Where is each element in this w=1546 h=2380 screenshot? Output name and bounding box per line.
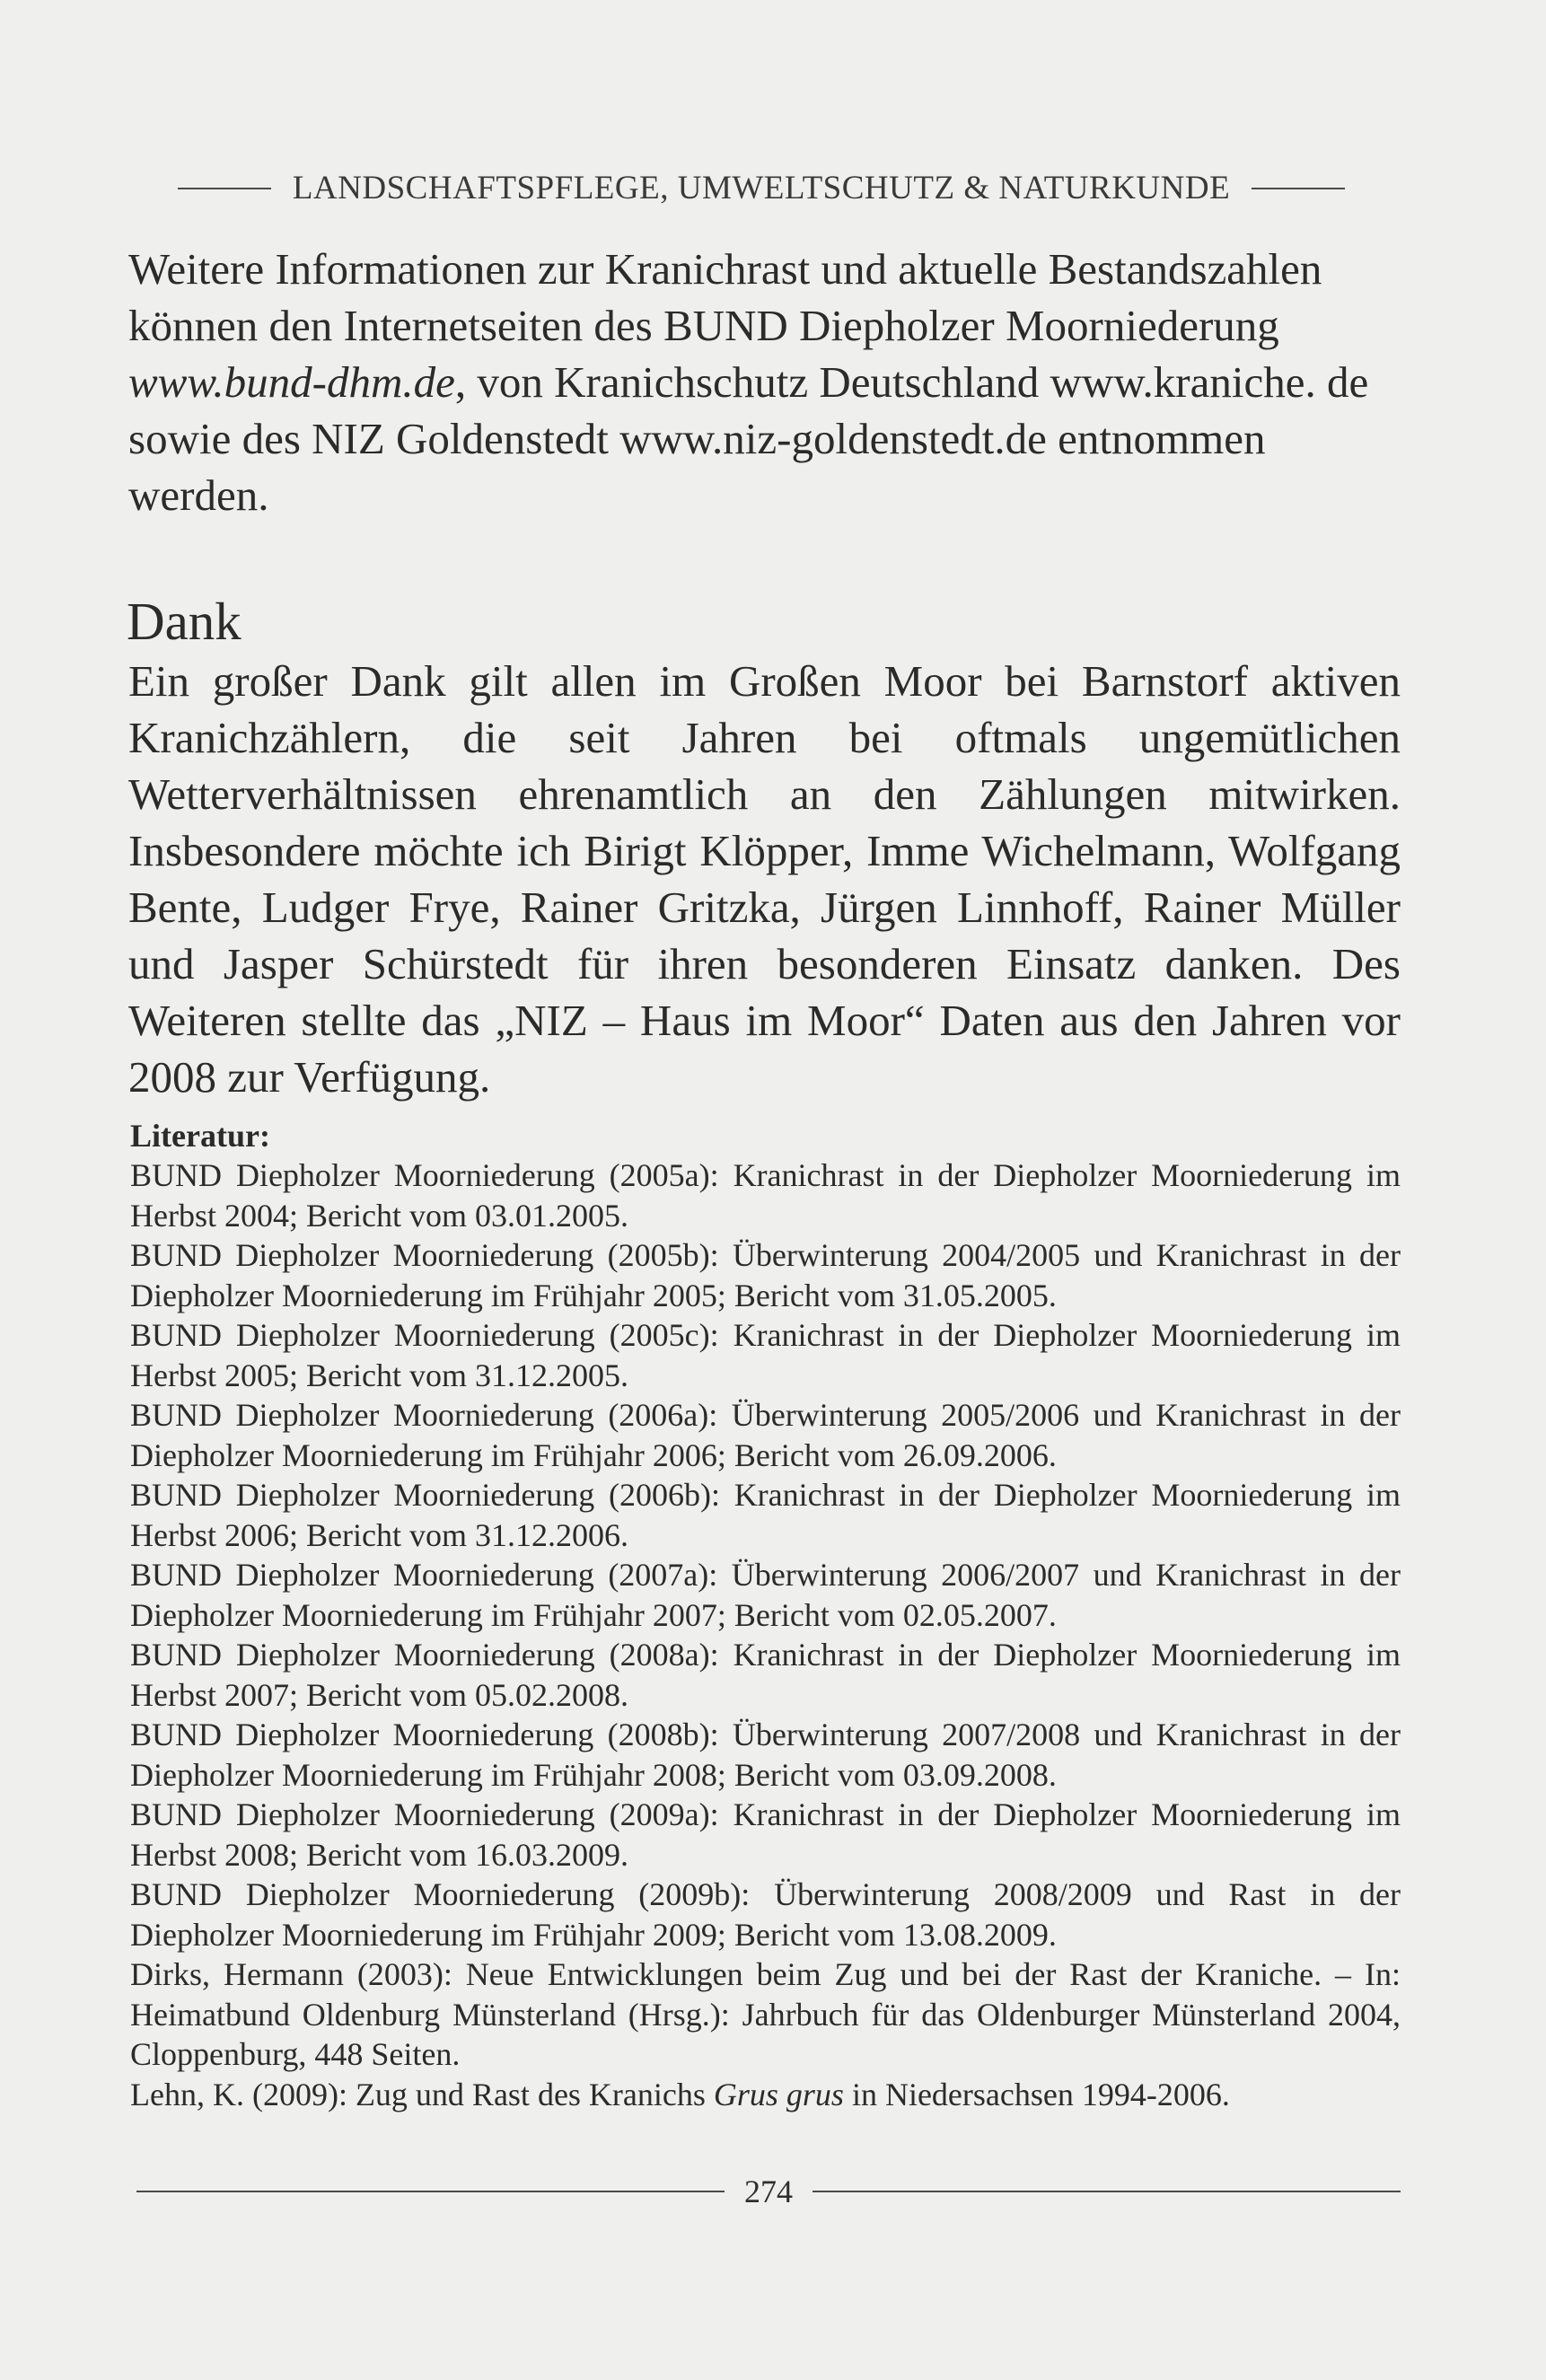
intro-paragraph [128, 241, 1401, 523]
reference-item: BUND Diepholzer Moorniederung (2005c): Kranichrast in der Diepholzer Moorniederung im Herbst 2005; Bericht vom 31.12.2005. [130, 1317, 1401, 1393]
bund-website-link: www.bund-dhm.de [128, 357, 455, 407]
running-header-title: LANDSCHAFTSPFLEGE, UMWELTSCHUTZ & NATURKUNDE [292, 170, 1231, 206]
reference-item: BUND Diepholzer Moorniederung (2006b): Kranichrast in der Diepholzer Moorniederung im Herbst 2006; Bericht vom 31.12.2006. [130, 1477, 1401, 1553]
reference-item: BUND Diepholzer Moorniederung (2006a): Überwinterung 2005/2006 und Kranichrast in der Diepholzer Moorniederung im Frühjahr 2006; Bericht vom 26.09.2006. [130, 1397, 1401, 1473]
literature-heading: Literatur: [130, 1118, 270, 1154]
page-number: 274 [744, 2174, 793, 2209]
reference-item: BUND Diepholzer Moorniederung (2007a): Überwinterung 2006/2007 und Kranichrast in der Diepholzer Moorniederung im Frühjahr 2007; Bericht vom 02.05.2007. [130, 1557, 1401, 1633]
species-name-italic: Grus grus [713, 2076, 844, 2112]
reference-item: BUND Diepholzer Moorniederung (2005a): Kranichrast in der Diepholzer Moorniederung im Herbst 2004; Bericht vom 03.01.2005. [130, 1157, 1401, 1234]
reference-item: BUND Diepholzer Moorniederung (2008a): Kranichrast in der Diepholzer Moorniederung im Herbst 2007; Bericht vom 05.02.2008. [130, 1637, 1401, 1713]
intro-text-end: , von Kranichschutz Deutschland www.kraniche. de sowie des NIZ Goldenstedt www.niz-goldenstedt.de entnommen werden. [128, 357, 1369, 520]
section-heading-dank: Dank [127, 592, 242, 651]
reference-last-end: in Niedersachsen 1994-2006. [843, 2076, 1230, 2112]
reference-item: Dirks, Hermann (2003): Neue Entwicklungen beim Zug und bei der Rast der Kraniche. – In: Heimatbund Oldenburg Münsterland (Hrsg.): Jahrbuch für das Oldenburger Münsterland 2004, Cloppenburg, 448 Seiten. [130, 1956, 1401, 2072]
footer-rule-right [813, 2191, 1401, 2192]
footer-rule-left [136, 2191, 725, 2192]
reference-last-start: Lehn, K. (2009): Zug und Rast des Kranichs [130, 2076, 714, 2112]
reference-item: BUND Diepholzer Moorniederung (2005b): Überwinterung 2004/2005 und Kranichrast in der Diepholzer Moorniederung im Frühjahr 2005; Bericht vom 31.05.2005. [130, 1237, 1401, 1313]
acknowledgement-paragraph [128, 653, 1401, 1105]
running-header [124, 169, 1399, 207]
reference-item: BUND Diepholzer Moorniederung (2009a): Kranichrast in der Diepholzer Moorniederung im Herbst 2008; Bericht vom 16.03.2009. [130, 1796, 1401, 1873]
acknowledgement-text: Ein großer Dank gilt allen im Großen Moor bei Barnstorf aktiven Kranichzählern, die seit Jahren bei oftmals ungemütlichen Wetterverhältnissen ehrenamtlich an den Zählungen mitwirken. Insbesondere möchte ich Birigt Klöpper, Imme Wichelmann, Wolfgang Bente, Ludger Frye, Rainer Gritzka, Jürgen Linnhoff, Rainer Müller und Jasper Schürstedt für ihren besonderen Einsatz danken. Des Weiteren stellte das „NIZ – Haus im Moor“ Daten aus den Jahren vor 2008 zur Verfügung. [128, 656, 1401, 1102]
reference-item: BUND Diepholzer Moorniederung (2009b): Überwinterung 2008/2009 und Rast in der Diepholzer Moorniederung im Frühjahr 2009; Bericht vom 13.08.2009. [130, 1876, 1401, 1953]
reference-item-last [130, 2075, 1401, 2115]
intro-text-start: Weitere Informationen zur Kranichrast und aktuelle Bestandszahlen können den Internetseiten des BUND Diepholzer Moorniederung [128, 244, 1322, 350]
page-footer [136, 2173, 1401, 2210]
reference-list [130, 1155, 1401, 2114]
header-rule-left [178, 188, 271, 189]
reference-item: BUND Diepholzer Moorniederung (2008b): Überwinterung 2007/2008 und Kranichrast in der Diepholzer Moorniederung im Frühjahr 2008; Bericht vom 03.09.2008. [130, 1717, 1401, 1793]
header-rule-right [1252, 188, 1345, 189]
